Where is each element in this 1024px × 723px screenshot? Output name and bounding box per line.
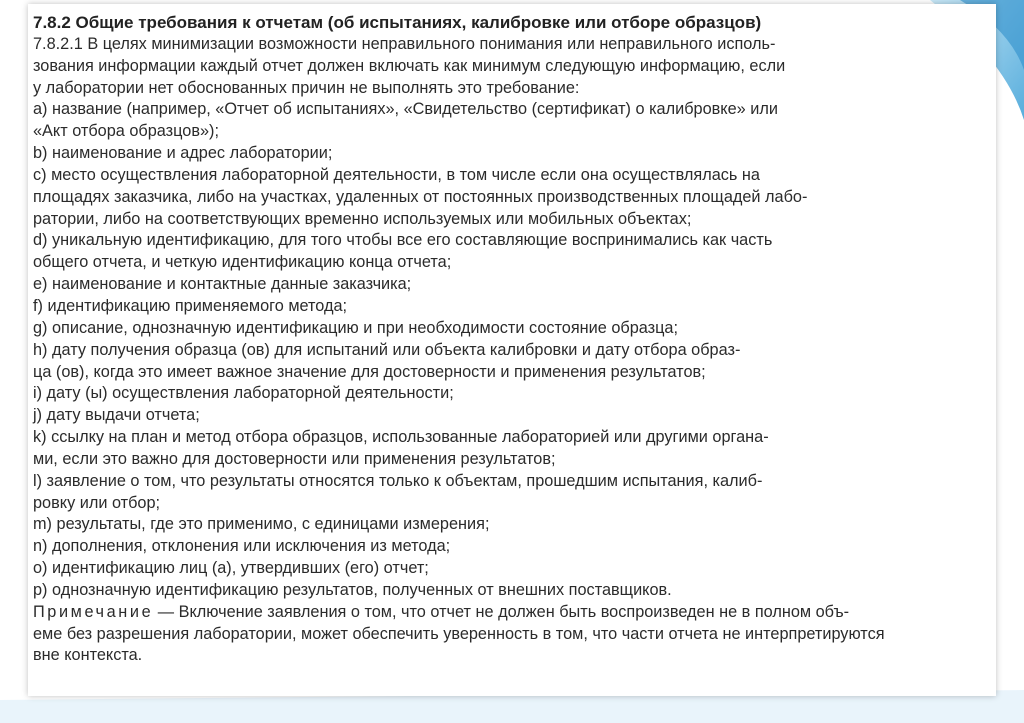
item-p: p) однозначную идентификацию результатов, полученных от внешних поставщиков. [33, 580, 672, 599]
item-a-cont: «Акт отбора образцов»); [33, 122, 219, 141]
item-g: g) описание, однозначную идентификацию и при необходимости состояние образца; [33, 318, 678, 337]
item-j: j) дату выдачи отчета; [33, 406, 200, 425]
line-2: зования информации каждый отчет должен включать как минимум следующую информацию, если [33, 56, 786, 75]
item-h: h) дату получения образца (ов) для испытаний или объекта калибровки и дату отбора образ- [33, 340, 741, 359]
line-1: 7.8.2.1 В целях минимизации возможности неправильного понимания или неправильного исполь- [33, 34, 776, 53]
item-o: o) идентификацию лиц (а), утвердивших (его) отчет; [33, 559, 429, 578]
item-a: а) название (например, «Отчет об испытаниях», «Свидетельство (сертификат) о калибровке» или [33, 100, 778, 119]
item-l-cont: ровку или отбор; [33, 493, 161, 512]
item-b: b) наименование и адрес лаборатории; [33, 144, 333, 163]
item-f: f) идентификацию применяемого метода; [33, 296, 348, 315]
item-e: e) наименование и контактные данные заказчика; [33, 275, 412, 294]
item-k: k) ссылку на план и метод отбора образцов, использованные лабораторией или другими органа- [33, 428, 769, 447]
item-i: i) дату (ы) осуществления лабораторной деятельности; [33, 384, 454, 403]
note-line-3: вне контекста. [33, 646, 143, 665]
note-text-1: — Включение заявления о том, что отчет не должен быть воспроизведен не в полном объ- [153, 602, 850, 621]
item-k-cont: ми, если это важно для достоверности или применения результатов; [33, 449, 556, 468]
item-n: n) дополнения, отклонения или исключения из метода; [33, 537, 451, 556]
item-c-cont-2: ратории, либо на соответствующих временно используемых или мобильных объектах; [33, 209, 692, 228]
item-c: c) место осуществления лабораторной деятельности, в том числе если она осуществлялась на [33, 165, 760, 184]
section-heading: 7.8.2 Общие требования к отчетам (об испытаниях, калибровке или отборе образцов) [33, 13, 762, 32]
line-3: у лаборатории нет обоснованных причин не выполнять это требование: [33, 78, 580, 97]
note-line-1 [33, 602, 991, 624]
note-line-2: еме без разрешения лаборатории, может обеспечить уверенность в том, что части отчета не интерпретируются [33, 624, 885, 643]
item-h-cont: ца (ов), когда это имеет важное значение для достоверности и применения результатов; [33, 362, 706, 381]
note-label: Примечание [33, 602, 154, 621]
item-m: m) результаты, где это применимо, с единицами измерения; [33, 515, 490, 534]
document-text [33, 12, 991, 667]
item-l: l) заявление о том, что результаты относятся только к объектам, прошедшим испытания, калиб- [33, 471, 763, 490]
item-d-cont: общего отчета, и четкую идентификацию конца отчета; [33, 253, 452, 272]
item-d: d) уникальную идентификацию, для того чтобы все его составляющие воспринимались как часть [33, 231, 773, 250]
item-c-cont-1: площадях заказчика, либо на участках, удаленных от постоянных производственных площадей лабо- [33, 187, 808, 206]
